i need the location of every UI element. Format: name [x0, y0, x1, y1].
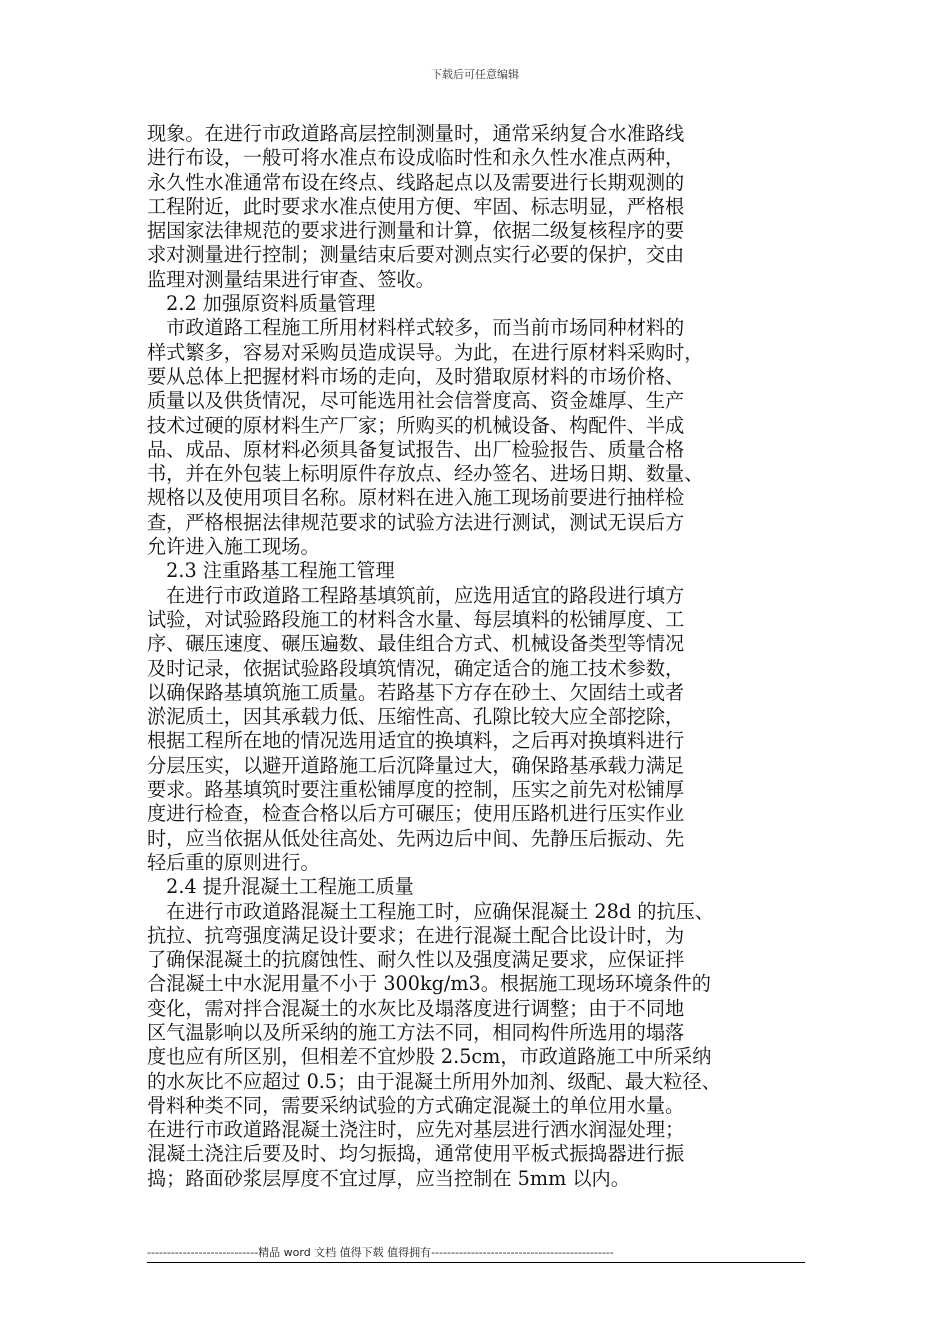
text-line: 据国家法律规范的要求进行测量和计算，依据二级复核程序的要: [147, 219, 685, 243]
text-line: 合混凝土中水泥用量不小于 300kg/m3。根据施工现场环境条件的: [147, 972, 711, 996]
text-line: 序、碾压速度、碾压遍数、最佳组合方式、机械设备类型等情况: [147, 632, 685, 656]
text-line: 轻后重的原则进行。: [147, 850, 320, 874]
text-line: 及时记录，依据试验路段填筑情况，确定适合的施工技术参数，: [147, 656, 685, 680]
section-heading-2-4: 2.4 提升混凝土工程施工质量: [147, 875, 414, 899]
text-line: 要从总体上把握材料市场的走向，及时猎取原材料的市场价格、: [147, 364, 685, 388]
text-line: 现象。在进行市政道路高层控制测量时，通常采纳复合水准路线: [147, 122, 685, 145]
text-line: 根据工程所在地的情况选用适宜的换填料，之后再对换填料进行: [147, 729, 685, 753]
text-line: 要求。路基填筑时要注重松铺厚度的控制，压实之前先对松铺厚: [147, 778, 685, 802]
text-line: 度进行检查，检查合格以后方可碾压；使用压路机进行压实作业: [147, 802, 685, 826]
text-line: 以确保路基填筑施工质量。若路基下方存在砂土、欠固结土或者: [147, 680, 685, 704]
text-line: 了确保混凝土的抗腐蚀性、耐久性以及强度满足要求，应保证拌: [147, 948, 685, 972]
page-footer: ----------------------------精品 word 文档 值得下载 值得拥有----------------------------------------------: [147, 1246, 614, 1259]
text-line: 在进行市政道路混凝土工程施工时，应确保混凝土 28d 的抗压、: [147, 899, 714, 923]
text-line: 试验，对试验路段施工的材料含水量、每层填料的松铺厚度、工: [147, 607, 685, 631]
text-line: 区气温影响以及所采纳的施工方法不同，相同构件所选用的塌落: [147, 1020, 685, 1044]
text-line: 在进行市政道路工程路基填筑前，应选用适宜的路段进行填方: [147, 583, 685, 607]
text-line: 规格以及使用项目名称。原材料在进入施工现场前要进行抽样检: [147, 486, 685, 510]
text-line: 的水灰比不应超过 0.5；由于混凝土所用外加剂、级配、最大粒径、: [147, 1069, 721, 1093]
text-line: 抗拉、抗弯强度满足设计要求；在进行混凝土配合比设计时，为: [147, 923, 685, 947]
text-line: 监理对测量结果进行审查、签收。: [147, 267, 435, 291]
text-line: 工程附近，此时要求水准点使用方便、牢固、标志明显，严格根: [147, 194, 685, 218]
text-line: 捣；路面砂浆层厚度不宜过厚，应当控制在 5mm 以内。: [147, 1166, 630, 1190]
text-line: 允许进入施工现场。: [147, 535, 320, 559]
text-line: 度也应有所区别，但相差不宜炒股 2.5cm，市政道路施工中所采纳: [147, 1045, 712, 1069]
section-heading-2-3: 2.3 注重路基工程施工管理: [147, 559, 395, 583]
text-line: 淤泥质土，因其承载力低、压缩性高、孔隙比较大应全部挖除，: [147, 705, 685, 729]
text-line: 在进行市政道路混凝土浇注时，应先对基层进行洒水润湿处理；: [147, 1118, 685, 1142]
text-line: 技术过硬的原材料生产厂家；所购买的机械设备、构配件、半成: [147, 413, 685, 437]
section-heading-2-2: 2.2 加强原资料质量管理: [147, 292, 376, 316]
text-line: 混凝土浇注后要及时、均匀振捣，通常使用平板式振捣器进行振: [147, 1142, 685, 1166]
text-line: 时，应当依据从低处往高处、先两边后中间、先静压后振动、先: [147, 826, 685, 850]
text-line: 变化，需对拌合混凝土的水灰比及塌落度进行调整；由于不同地: [147, 996, 685, 1020]
text-line: 市政道路工程施工所用材料样式较多，而当前市场同种材料的: [147, 316, 685, 340]
text-line: 书，并在外包装上标明原件存放点、经办签名、进场日期、数量、: [147, 462, 704, 486]
document-body: [147, 122, 797, 1191]
text-line: 骨料种类不同，需要采纳试验的方式确定混凝土的单位用水量。: [147, 1093, 685, 1117]
text-line: 进行布设，一般可将水准点布设成临时性和永久性水准点两种，: [147, 146, 685, 170]
footer-divider: [147, 1262, 805, 1263]
text-line: 永久性水准通常布设在终点、线路起点以及需要进行长期观测的: [147, 170, 685, 194]
text-line: 质量以及供货情况，尽可能选用社会信誉度高、资金雄厚、生产: [147, 389, 685, 413]
text-line: 品、成品、原材料必须具备复试报告、出厂检验报告、质量合格: [147, 437, 685, 461]
text-line: 查，严格根据法律规范要求的试验方法进行测试，测试无误后方: [147, 510, 685, 534]
text-line: 分层压实，以避开道路施工后沉降量过大，确保路基承载力满足: [147, 753, 685, 777]
text-line: 求对测量进行控制；测量结束后要对测点实行必要的保护，交由: [147, 243, 685, 267]
page-header: 下载后可任意编辑: [431, 68, 519, 81]
text-line: 样式繁多，容易对采购员造成误导。为此，在进行原材料采购时，: [147, 340, 704, 364]
